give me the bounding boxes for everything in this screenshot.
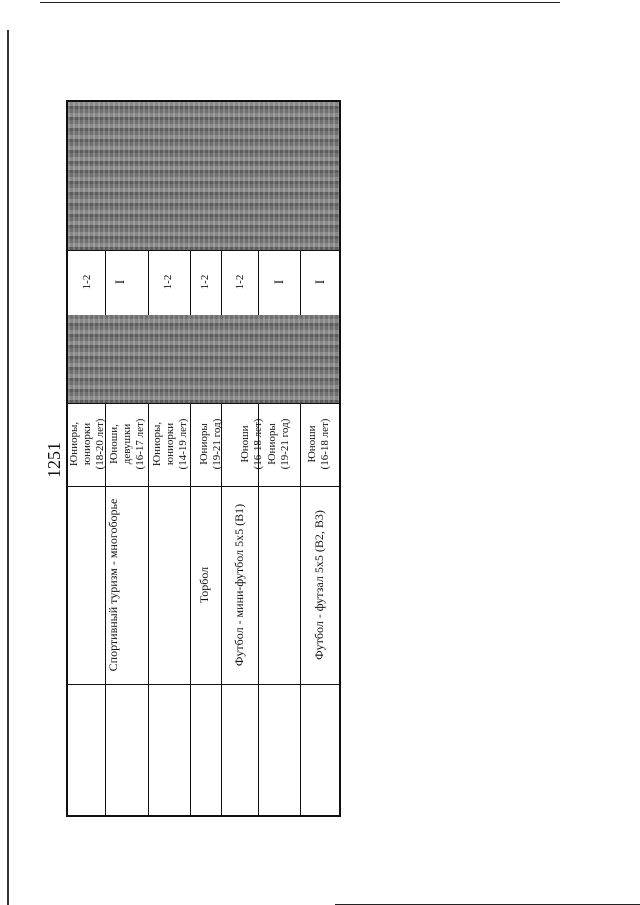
age-group-cell: Юниоры, юниорки (14-19 лет) bbox=[150, 418, 189, 470]
age-group-cell: Юниоры, юниорки (18-20 лет) bbox=[67, 418, 106, 470]
scan-edge-left bbox=[7, 30, 9, 905]
age-group-cell: Юноши, девушки (16-17 лет) bbox=[107, 418, 146, 470]
class-cell: 1-2 bbox=[198, 274, 211, 290]
empty-cell bbox=[106, 687, 148, 815]
age-group-cell: Юниоры (19-21 год) bbox=[198, 418, 223, 470]
sport-name-cell: Спортивный туризм - многоборье bbox=[105, 498, 120, 672]
shaded-column bbox=[68, 164, 339, 250]
sport-name-cell: Футбол - футзал 5х5 (B2, B3) bbox=[311, 510, 326, 660]
shaded-column bbox=[68, 315, 339, 403]
shaded-column bbox=[68, 102, 339, 164]
age-group-cell: Юноши (16-18 лет) bbox=[306, 418, 331, 470]
age-group-cell: Юниоры (19-21 год) bbox=[266, 418, 291, 470]
class-cell: I bbox=[311, 279, 327, 285]
class-cell: I bbox=[270, 279, 286, 285]
class-cell: 1-2 bbox=[161, 274, 174, 290]
class-cell: I bbox=[111, 279, 127, 285]
class-cell: 1-2 bbox=[80, 274, 93, 290]
scan-edge-top bbox=[40, 2, 560, 3]
age-group-cell: Юноши (16-18 лет) bbox=[239, 418, 264, 470]
sports-table bbox=[66, 100, 341, 817]
page-number: 1251 bbox=[44, 442, 64, 478]
sport-name-cell: Торбол bbox=[196, 566, 211, 604]
grid-line bbox=[68, 684, 339, 685]
class-cell: 1-2 bbox=[233, 274, 246, 290]
sport-name-cell: Футбол - мини-футбол 5х5 (B1) bbox=[231, 503, 246, 667]
